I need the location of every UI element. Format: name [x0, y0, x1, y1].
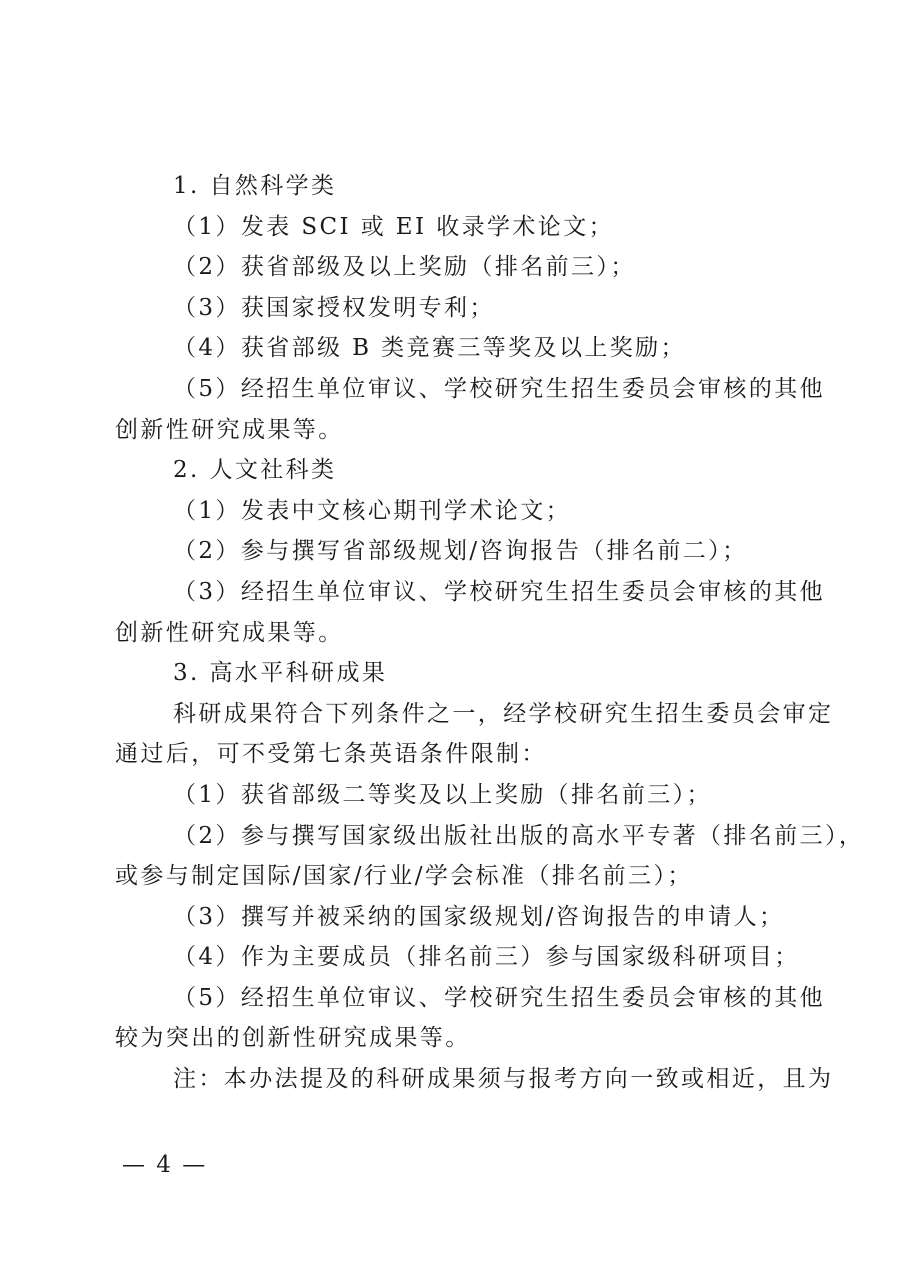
body-text [115, 166, 865, 1100]
heading-high-level-research: 3. 高水平科研成果 [173, 660, 388, 687]
list-item-continuation: 或参与制定国际/国家/行业/学会标准（排名前三）； [115, 863, 693, 890]
list-item: （4）获省部级 B 类竞赛三等奖及以上奖励； [173, 335, 686, 362]
list-item: （5）经招生单位审议、学校研究生招生委员会审核的其他 [173, 375, 826, 402]
list-item: （1）发表中文核心期刊学术论文； [173, 497, 572, 524]
heading-humanities: 2. 人文社科类 [173, 457, 337, 484]
list-item: （2）参与撰写国家级出版社出版的高水平专著（排名前三）， [173, 822, 865, 849]
heading-natural-science: 1. 自然科学类 [173, 173, 337, 199]
list-item: （5）经招生单位审议、学校研究生招生委员会审核的其他 [173, 984, 826, 1011]
list-item-continuation: 创新性研究成果等。 [115, 416, 344, 443]
list-item: （3）撰写并被采纳的国家级规划/咨询报告的申请人； [173, 903, 785, 930]
list-item-continuation: 较为突出的创新性研究成果等。 [115, 1025, 471, 1052]
list-item-continuation: 创新性研究成果等。 [115, 619, 344, 646]
list-item: （1）获省部级二等奖及以上奖励（排名前三）； [173, 781, 712, 808]
list-item: （2）参与撰写省部级规划/咨询报告（排名前二）； [173, 538, 748, 565]
list-item: （3）经招生单位审议、学校研究生招生委员会审核的其他 [173, 578, 826, 605]
list-item: （2）获省部级及以上奖励（排名前三）； [173, 254, 636, 281]
note-paragraph: 注：本办法提及的科研成果须与报考方向一致或相近，且为 [173, 1066, 834, 1093]
paragraph-continuation: 通过后，可不受第七条英语条件限制： [115, 741, 547, 768]
list-item: （4）作为主要成员（排名前三）参与国家级科研项目； [173, 944, 800, 971]
list-item: （1）发表 SCI 或 EI 收录学术论文； [173, 213, 614, 240]
list-item: （3）获国家授权发明专利； [173, 294, 495, 321]
page-number: — 4 — [122, 1152, 208, 1178]
paragraph: 科研成果符合下列条件之一，经学校研究生招生委员会审定 [173, 700, 834, 727]
